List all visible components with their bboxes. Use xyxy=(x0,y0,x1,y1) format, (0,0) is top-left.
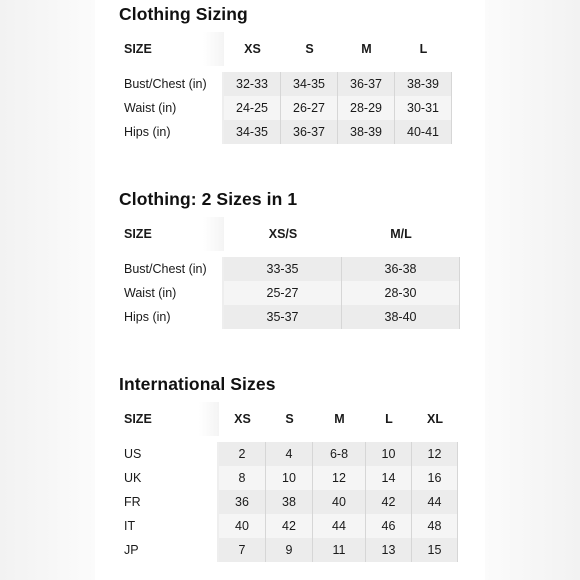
measurement-cell: 38-39 xyxy=(395,72,452,96)
size-cell: 44 xyxy=(313,514,366,538)
two-sizes-in-one-table xyxy=(119,217,460,329)
size-cell: 36 xyxy=(219,490,266,514)
international-sizes-section xyxy=(119,371,458,562)
table-row xyxy=(119,305,460,329)
region-label: US xyxy=(119,442,219,466)
size-cell: 10 xyxy=(266,466,313,490)
measurement-cell: 38-40 xyxy=(342,305,460,329)
size-corner-label: SIZE xyxy=(119,402,219,436)
size-column-header: M xyxy=(334,412,345,426)
measurement-cell: 28-29 xyxy=(338,96,395,120)
measurement-cell: 26-27 xyxy=(281,96,338,120)
table-row xyxy=(119,442,458,466)
size-column-header: XS xyxy=(234,412,251,426)
table-row xyxy=(119,514,458,538)
measurement-label: Bust/Chest (in) xyxy=(119,257,224,281)
size-cell: 46 xyxy=(366,514,412,538)
size-corner-label: SIZE xyxy=(119,32,224,66)
measurement-label: Hips (in) xyxy=(119,305,224,329)
measurement-cell: 32-33 xyxy=(224,72,281,96)
size-cell: 40 xyxy=(219,514,266,538)
two-sizes-in-one-title: Clothing: 2 Sizes in 1 xyxy=(119,189,298,209)
size-corner-label: SIZE xyxy=(119,217,224,251)
international-sizes-table xyxy=(119,402,458,562)
size-column-header: M/L xyxy=(390,227,412,241)
measurement-label: Bust/Chest (in) xyxy=(119,72,224,96)
size-cell: 11 xyxy=(313,538,366,562)
size-cell: 12 xyxy=(412,442,458,466)
table-row xyxy=(119,96,452,120)
table-row xyxy=(119,257,460,281)
size-column-header: S xyxy=(305,42,314,56)
size-cell: 15 xyxy=(412,538,458,562)
size-cell: 13 xyxy=(366,538,412,562)
size-column-header: XS/S xyxy=(268,227,298,241)
size-column-header: S xyxy=(285,412,294,426)
table-row xyxy=(119,538,458,562)
region-label: UK xyxy=(119,466,219,490)
table-header-row xyxy=(119,217,460,251)
size-cell: 42 xyxy=(366,490,412,514)
size-cell: 7 xyxy=(219,538,266,562)
table-row xyxy=(119,120,452,144)
measurement-cell: 28-30 xyxy=(342,281,460,305)
size-cell: 42 xyxy=(266,514,313,538)
measurement-cell: 35-37 xyxy=(224,305,342,329)
size-cell: 2 xyxy=(219,442,266,466)
size-column-header: XS xyxy=(244,42,261,56)
measurement-cell: 36-37 xyxy=(281,120,338,144)
two-sizes-in-one-section xyxy=(119,186,460,329)
international-sizes-title: International Sizes xyxy=(119,374,276,394)
size-column-header: XL xyxy=(427,412,443,426)
size-cell: 48 xyxy=(412,514,458,538)
measurement-cell: 30-31 xyxy=(395,96,452,120)
region-label: IT xyxy=(119,514,219,538)
size-cell: 4 xyxy=(266,442,313,466)
table-header-row xyxy=(119,402,458,436)
measurement-label: Waist (in) xyxy=(119,281,224,305)
size-chart-sheet xyxy=(95,0,485,580)
size-column-header: L xyxy=(419,42,428,56)
table-row xyxy=(119,72,452,96)
region-label: FR xyxy=(119,490,219,514)
measurement-cell: 36-37 xyxy=(338,72,395,96)
table-row xyxy=(119,466,458,490)
page-margin-left xyxy=(0,0,95,580)
measurement-label: Hips (in) xyxy=(119,120,224,144)
region-label: JP xyxy=(119,538,219,562)
measurement-cell: 25-27 xyxy=(224,281,342,305)
measurement-cell: 34-35 xyxy=(281,72,338,96)
table-row xyxy=(119,281,460,305)
measurement-cell: 34-35 xyxy=(224,120,281,144)
size-cell: 16 xyxy=(412,466,458,490)
measurement-cell: 40-41 xyxy=(395,120,452,144)
size-cell: 10 xyxy=(366,442,412,466)
size-cell: 12 xyxy=(313,466,366,490)
size-column-header: L xyxy=(385,412,393,426)
measurement-cell: 33-35 xyxy=(224,257,342,281)
table-row xyxy=(119,490,458,514)
clothing-sizing-table xyxy=(119,32,452,144)
measurement-cell: 24-25 xyxy=(224,96,281,120)
size-cell: 40 xyxy=(313,490,366,514)
size-cell: 8 xyxy=(219,466,266,490)
measurement-cell: 38-39 xyxy=(338,120,395,144)
size-cell: 38 xyxy=(266,490,313,514)
size-column-header: M xyxy=(361,42,372,56)
size-cell: 6-8 xyxy=(313,442,366,466)
clothing-sizing-title: Clothing Sizing xyxy=(119,4,248,24)
size-cell: 14 xyxy=(366,466,412,490)
page-margin-right xyxy=(485,0,580,580)
table-header-row xyxy=(119,32,452,66)
size-cell: 9 xyxy=(266,538,313,562)
size-cell: 44 xyxy=(412,490,458,514)
measurement-label: Waist (in) xyxy=(119,96,224,120)
clothing-sizing-section xyxy=(119,1,452,144)
measurement-cell: 36-38 xyxy=(342,257,460,281)
